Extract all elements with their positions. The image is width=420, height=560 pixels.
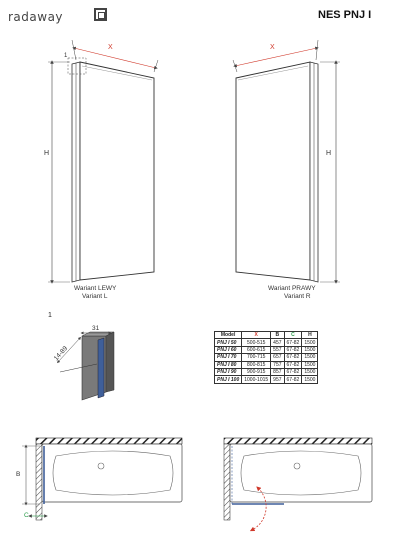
table-row xyxy=(215,361,318,368)
dim-x-label-right: X xyxy=(270,44,275,51)
table-cell: 1500 xyxy=(302,339,318,346)
table-row xyxy=(215,354,318,361)
panel-variant-left xyxy=(48,40,158,282)
table-cell: 500-515 xyxy=(242,339,271,346)
table-cell: 557 xyxy=(271,346,284,353)
table-cell: 757 xyxy=(271,361,284,368)
table-cell: 67-82 xyxy=(284,354,302,361)
table-cell: 67-82 xyxy=(284,376,302,383)
table-cell: 600-615 xyxy=(242,346,271,353)
variant-left-pl: Wariant LEWY xyxy=(74,285,117,292)
table-header-row xyxy=(215,332,318,339)
table-cell: 67-82 xyxy=(284,368,302,375)
variant-left-label xyxy=(74,285,116,301)
table-cell: PNJ I 70 xyxy=(215,354,242,361)
table-cell: 1500 xyxy=(302,354,318,361)
table-cell: PNJ I 100 xyxy=(215,376,242,383)
dim-c-label: C xyxy=(24,512,29,519)
table-row xyxy=(215,368,318,375)
variant-right-label xyxy=(268,285,316,301)
dim-x-label-left: X xyxy=(108,44,113,51)
table-cell: 657 xyxy=(271,354,284,361)
brand-logo-text: radaway xyxy=(8,10,64,24)
table-cell: PNJ I 90 xyxy=(215,368,242,375)
table-cell: PNJ I 80 xyxy=(215,361,242,368)
table-row xyxy=(215,376,318,383)
table-cell: 857 xyxy=(271,368,284,375)
detail-number: 1 xyxy=(48,312,52,319)
table-row xyxy=(215,339,318,346)
spec-table xyxy=(214,331,318,384)
table-cell: 900-915 xyxy=(242,368,271,375)
table-cell: 67-82 xyxy=(284,339,302,346)
detail-dim-side: 14-89 xyxy=(52,345,70,363)
table-cell: 67-82 xyxy=(284,361,302,368)
table-cell: 1500 xyxy=(302,376,318,383)
detail-profile xyxy=(58,332,114,400)
dim-h-label-left: H xyxy=(44,150,50,157)
top-view-right xyxy=(224,438,372,530)
table-cell: 1500 xyxy=(302,368,318,375)
table-row xyxy=(215,346,318,353)
variant-right-en: Variant R xyxy=(284,293,311,300)
top-view-left xyxy=(22,438,182,520)
table-header: H xyxy=(302,332,318,339)
detail-dim-top: 31 xyxy=(92,325,100,332)
table-cell: 67-82 xyxy=(284,346,302,353)
panel-variant-right xyxy=(233,40,340,282)
table-cell: 1000-1015 xyxy=(242,376,271,383)
variant-right-pl: Wariant PRAWY xyxy=(268,285,316,292)
table-cell: 957 xyxy=(271,376,284,383)
dim-b-label: B xyxy=(16,471,21,478)
detail-callout-number: 1 xyxy=(64,53,68,59)
dim-h-label-right: H xyxy=(326,150,332,157)
table-header: B xyxy=(271,332,284,339)
table-header: C xyxy=(284,332,302,339)
table-cell: 457 xyxy=(271,339,284,346)
variant-left-en: Variant L xyxy=(82,293,108,300)
table-cell: 1500 xyxy=(302,361,318,368)
table-cell: PNJ I 60 xyxy=(215,346,242,353)
table-cell: 700-715 xyxy=(242,354,271,361)
table-cell: 800-815 xyxy=(242,361,271,368)
table-header: X xyxy=(242,332,271,339)
table-header: Model xyxy=(215,332,242,339)
table-cell: 1500 xyxy=(302,346,318,353)
table-cell: PNJ I 50 xyxy=(215,339,242,346)
product-title: NES PNJ I xyxy=(318,9,372,21)
